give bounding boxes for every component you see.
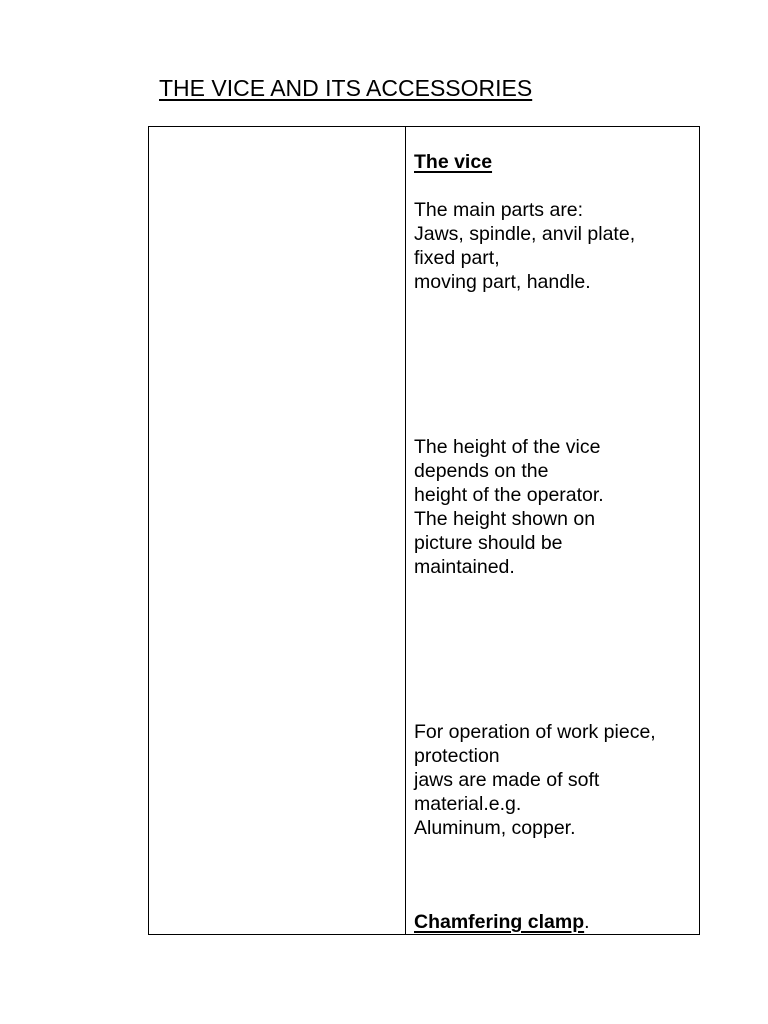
main-parts-line: moving part, handle. <box>414 271 591 293</box>
chamfering-clamp-period: . <box>584 911 590 933</box>
jaws-line: For operation of work piece, <box>414 721 656 743</box>
vice-section-heading <box>414 150 695 174</box>
column-divider <box>405 127 406 934</box>
vice-heading: The vice <box>414 151 493 173</box>
main-parts-line: Jaws, spindle, anvil plate, <box>414 223 636 245</box>
right-cell <box>414 127 695 934</box>
jaws-line: protection <box>414 745 500 767</box>
document-title: THE VICE AND ITS ACCESSORIES <box>159 75 533 101</box>
chamfering-clamp-heading: Chamfering clamp <box>414 911 585 933</box>
height-paragraph <box>414 435 695 579</box>
height-line: The height of the vice <box>414 436 601 458</box>
clamp-section-heading <box>414 910 695 934</box>
main-parts-paragraph <box>414 198 695 294</box>
jaws-line: jaws are made of soft <box>414 769 600 791</box>
main-parts-line: The main parts are: <box>414 199 584 221</box>
content-table <box>148 126 700 935</box>
height-line: picture should be <box>414 532 563 554</box>
height-line: maintained. <box>414 556 515 578</box>
jaws-line: material.e.g. <box>414 793 522 815</box>
main-parts-line: fixed part, <box>414 247 500 269</box>
height-line: The height shown on <box>414 508 596 530</box>
jaws-line: Aluminum, copper. <box>414 817 576 839</box>
jaws-paragraph <box>414 720 695 840</box>
height-line: depends on the <box>414 460 549 482</box>
height-line: height of the operator. <box>414 484 604 506</box>
